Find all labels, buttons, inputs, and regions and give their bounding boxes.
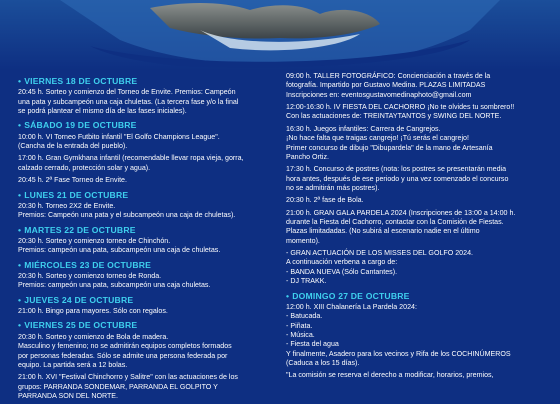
event-line: Premios: campeón una pata, subcampeón una caja chuletas. [18, 281, 211, 290]
day-heading-text: SÁBADO 19 DE OCTUBRE [24, 120, 137, 131]
event-line: 12:00 h. XIII Chalanería La Pardela 2024: [286, 302, 417, 311]
event-line: 17:30 h. Concurso de postres (nota: los postres se presentarán media [286, 165, 507, 174]
event-line: (Caduca a los 15 días). [286, 359, 360, 368]
event-line: 20:30 h. Sorteo y comienzo torneo de Chinchón. [18, 236, 171, 245]
event-line: - DJ TRAKK. [286, 277, 327, 286]
event-line: A continuación verbena a cargo de: [286, 258, 398, 267]
event-line: 21:00 h. XVI "Festival Chinchorro y Salitre" con las actuaciones de los [18, 373, 238, 382]
day-heading [18, 260, 280, 271]
bullet-icon: • [18, 189, 22, 200]
event-line: - GRAN ACTUACIÓN DE LOS MISSES DEL GOLFO 2024. [286, 249, 473, 258]
day-heading-text: DOMINGO 27 DE OCTUBRE [292, 290, 410, 301]
event-entry [286, 209, 548, 246]
event-line: Masculino y femenino; no se admitirán equipos completos formados [18, 342, 232, 351]
event-line: no se admitirán más postres). [286, 183, 380, 192]
event-entry [286, 72, 548, 100]
event-line: Inscripciones en: eventosgustavomedinaphoto@gmail.com [286, 90, 472, 99]
event-line: 21:00 h. GRAN GALA PARDELA 2024 (Inscripciones de 13:00 a 14:00 h. [286, 208, 516, 217]
day-heading-text: VIERNES 25 DE OCTUBRE [24, 320, 138, 331]
event-line: calzado cerrado, protección solar y agua). [18, 163, 151, 172]
event-line: Pancho Ortiz. [286, 152, 329, 161]
event-entry [18, 133, 280, 152]
bullet-icon: • [18, 320, 22, 331]
event-line: se podrá plantear el mismo día de las fases iniciales). [18, 107, 187, 116]
event-line: una pata y subcampeón una caja chuletas. (La tercera fase y/o la final [18, 97, 239, 106]
event-line: 20:30 h. Torneo 2X2 de Envite. [18, 201, 116, 210]
day-heading [18, 320, 280, 331]
event-line: 09:00 h. TALLER FOTOGRÁFICO: Concienciación a través de la [286, 72, 491, 80]
event-entry [286, 196, 548, 205]
event-line: Premios: campeón una pata, subcampeón una caja de chuletas. [18, 246, 221, 255]
event-entry [286, 249, 548, 286]
event-entry [18, 373, 280, 401]
day-heading [18, 120, 280, 131]
event-entry [286, 303, 548, 369]
bullet-icon: • [18, 76, 22, 86]
event-line: 20:30 h. 2ª fase de Bola. [286, 196, 364, 205]
event-entry [18, 202, 280, 221]
event-entry [18, 88, 280, 116]
program-right-column [286, 72, 548, 384]
event-line: 17:00 h. Gran Gymkhana infantil (recomendable llevar ropa vieja, gorra, [18, 154, 244, 163]
day-heading [18, 190, 280, 201]
event-line: por personas federadas. Sólo se admite una persona federada por [18, 351, 228, 360]
program-left-column [18, 72, 280, 404]
event-line: hora antes, después de ese periodo y una vez comenzado el concurso [286, 174, 509, 183]
bullet-icon: • [18, 120, 22, 131]
event-line: Con las actuaciones de: TREINTAYTANTOS y SWING DEL NORTE. [286, 112, 502, 121]
bullet-icon: • [286, 290, 290, 301]
event-entry [18, 272, 280, 291]
event-line: - Fiesta del agua [286, 340, 339, 349]
event-line: 20:30 h. Sorteo y comienzo de Bola de madera. [18, 332, 169, 341]
event-line: Premios: Campeón una pata y el subcampeón una caja de chuletas). [18, 211, 236, 220]
event-line: durante la Fiesta del Cachorro, contactar con la Comisión de Fiestas. [286, 218, 504, 227]
day-heading-text: VIERNES 18 DE OCTUBRE [24, 76, 138, 86]
event-entry [286, 371, 548, 380]
event-line: 20:45 h. Sorteo y comienzo del Torneo de Envite. Premios: Campeón [18, 88, 236, 97]
event-line: grupos: PARRANDA SONDEMAR, PARRANDA EL GOLPITO Y [18, 382, 218, 391]
day-heading [18, 225, 280, 236]
event-line: 20:30 h. Sorteo y comienzo torneo de Ronda. [18, 272, 162, 281]
event-line: momento). [286, 236, 320, 245]
day-heading-text: MIÉRCOLES 23 DE OCTUBRE [24, 259, 152, 270]
event-entry [18, 237, 280, 256]
event-line: 16:30 h. Juegos infantiles: Carrera de Cangrejos. [286, 124, 441, 133]
event-line: 21:00 h. Bingo para mayores. Sólo con regalos. [18, 307, 168, 316]
day-heading-text: LUNES 21 DE OCTUBRE [24, 189, 129, 200]
hero-photo [0, 0, 560, 70]
event-entry [18, 154, 280, 173]
event-line: Primer concurso de dibujo "Dibupardela" de la mano de Artesanía [286, 143, 493, 152]
event-line: (Cancha de la entrada del pueblo). [18, 142, 128, 151]
bullet-icon: • [18, 294, 22, 305]
day-heading [18, 295, 280, 306]
event-line: Y finalmente, Asadero para los vecinos y Rifa de los COCHINÚMEROS [286, 349, 511, 358]
day-heading-text: MARTES 22 DE OCTUBRE [24, 224, 136, 235]
day-heading [18, 76, 280, 87]
event-entry [286, 103, 548, 122]
bullet-icon: • [18, 224, 22, 235]
event-line: - Batucada. [286, 312, 323, 321]
event-line: - Piñata. [286, 321, 313, 330]
day-heading [286, 291, 548, 302]
event-line: Plazas limitadadas. (No subirá al escenario nadie en el último [286, 227, 480, 236]
event-entry [286, 125, 548, 162]
event-entry [18, 333, 280, 370]
event-line: equipo. La partida será a 12 bolas. [18, 360, 128, 369]
event-entry [18, 176, 280, 185]
bullet-icon: • [18, 259, 22, 270]
event-entry [286, 165, 548, 193]
event-line: ¡No hace falta que traigas cangrejo! ¡Tú serás el cangrejo! [286, 134, 469, 143]
event-line: 20:45 h. 2ª Fase Torneo de Envite. [18, 176, 127, 185]
event-line: - Música. [286, 330, 315, 339]
event-line: PARRANDA SON DEL NORTE. [18, 391, 118, 400]
event-line: "La comisión se reserva el derecho a modificar, horarios, premios, [286, 371, 494, 380]
coastal-rocks-image [0, 0, 560, 70]
event-entry [18, 307, 280, 316]
day-heading-text: JUEVES 24 DE OCTUBRE [24, 294, 134, 305]
event-line: fotografía. Impartido por Gustavo Medina. PLAZAS LIMITADAS [286, 81, 486, 90]
event-line: - BANDA NUEVA (Sólo Cantantes). [286, 267, 398, 276]
event-line: 12:00-16:30 h. IV FIESTA DEL CACHORRO ¡No te olvides tu sombrero!! [286, 103, 515, 112]
event-line: 10:00 h. VI Torneo Futbito infantil "El Golfo Champions League". [18, 132, 220, 141]
